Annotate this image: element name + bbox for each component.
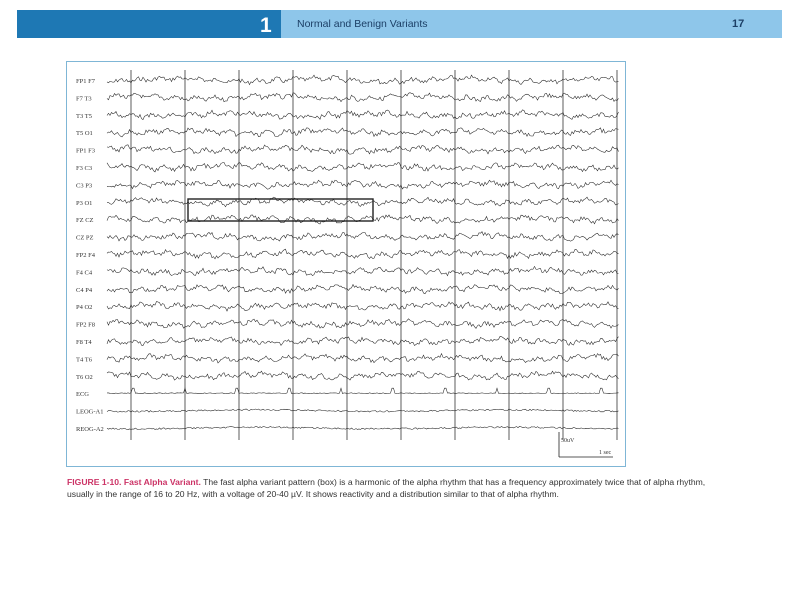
eeg-channel-trace xyxy=(107,180,619,189)
eeg-channel-trace xyxy=(107,232,619,242)
eeg-channel-trace xyxy=(107,388,619,393)
eeg-channel-trace xyxy=(107,301,619,311)
eeg-channel-trace xyxy=(107,426,619,429)
channel-label: T3 T5 xyxy=(76,112,92,120)
chapter-title: Normal and Benign Variants xyxy=(297,18,428,30)
channel-label: LEOG-A1 xyxy=(76,408,104,416)
channel-label: FP2 F4 xyxy=(76,252,95,259)
eeg-channel-trace xyxy=(107,354,619,363)
scale-time-label: 1 sec xyxy=(599,450,612,456)
channel-label: T4 T6 xyxy=(76,356,92,364)
channel-label: CZ PZ xyxy=(76,234,94,242)
channel-label: FP1 F7 xyxy=(76,78,95,85)
channel-label: F7 T3 xyxy=(76,95,92,103)
eeg-tracing xyxy=(67,62,625,466)
eeg-channel-trace xyxy=(107,319,619,329)
channel-label: F3 C3 xyxy=(76,165,93,172)
channel-label: F4 C4 xyxy=(76,269,93,277)
eeg-channel-trace xyxy=(107,409,619,412)
eeg-channel-trace xyxy=(107,162,619,171)
eeg-channel-trace xyxy=(107,145,619,154)
caption-text: The fast alpha variant pattern (box) is a harmonic of the alpha rhythm that has a frequency approximately twice that of alpha rhythm, usually in the range of 16 to 20 Hz, with a voltage of 20-40 µV. It shows reactivity and a distribution similar to that of alpha rhythm. xyxy=(67,477,706,499)
eeg-channel-trace xyxy=(107,215,619,224)
figure-caption xyxy=(67,476,727,500)
eeg-channel-trace xyxy=(107,128,619,137)
eeg-channel-trace xyxy=(107,266,619,275)
channel-label: FZ CZ xyxy=(76,217,94,225)
chapter-number: 1 xyxy=(260,14,272,37)
channel-label: FP1 F3 xyxy=(76,147,95,155)
channel-label: T6 O2 xyxy=(76,373,93,381)
header-bar-dark xyxy=(17,10,281,38)
eeg-figure xyxy=(66,61,626,467)
channel-label: ECG xyxy=(76,391,89,399)
channel-label: FP2 F8 xyxy=(76,321,95,329)
eeg-channel-trace xyxy=(107,110,619,120)
eeg-channel-trace xyxy=(107,93,619,102)
eeg-channel-trace xyxy=(107,336,619,345)
channel-label: C4 P4 xyxy=(76,286,93,294)
channel-label: C3 P3 xyxy=(76,182,93,190)
channel-label: P3 O1 xyxy=(76,199,93,207)
channel-label: P4 O2 xyxy=(76,304,93,312)
caption-title: Fast Alpha Variant. xyxy=(123,477,201,487)
fast-alpha-highlight-box xyxy=(188,199,373,221)
scale-voltage-label: 50uV xyxy=(561,438,575,444)
eeg-channel-trace xyxy=(107,371,619,380)
eeg-channel-trace xyxy=(107,249,619,259)
channel-label: F8 T4 xyxy=(76,339,92,346)
caption-label: FIGURE 1-10. xyxy=(67,477,122,487)
channel-label: T5 O1 xyxy=(76,130,93,138)
eeg-channel-trace xyxy=(107,285,619,294)
page-number: 17 xyxy=(732,18,745,30)
channel-label: REOG-A2 xyxy=(76,426,104,433)
eeg-channel-trace xyxy=(107,75,619,85)
